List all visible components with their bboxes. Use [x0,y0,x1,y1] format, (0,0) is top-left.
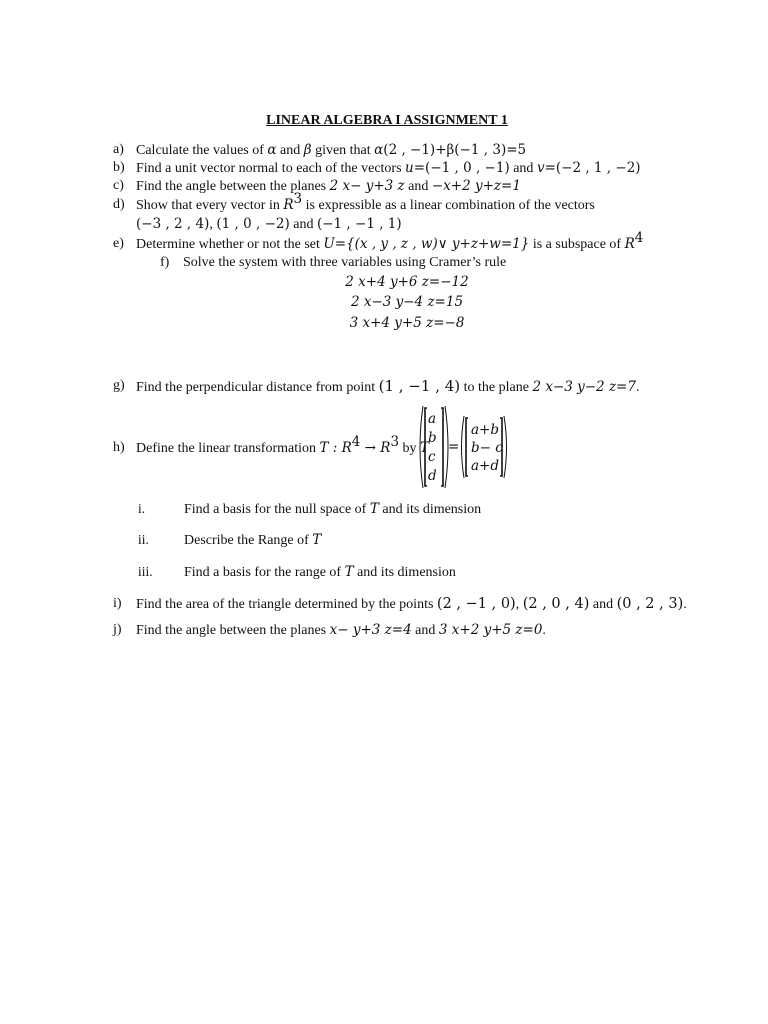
vector-entry: d [428,468,437,484]
math-variable: T [312,532,322,548]
question-text: Solve the system with three variables using Cramer’s rule [183,255,507,270]
text-segment: and [509,161,537,176]
math-expression: (2 , −1 , 0) [436,596,516,612]
math-expression: T : R [319,440,352,456]
math-superscript: 3 [390,434,400,450]
math-expression: (1 , −1 , 4) [378,377,461,395]
question-text [136,621,546,640]
math-expression: (2 , 0 , 4) [522,596,590,612]
math-variable: T [344,564,354,580]
equation-2: 2 x−3 y−4 z=15 [350,294,464,310]
math-variable: T [420,440,430,456]
text-segment: . [683,597,687,612]
math-expression: (1 , 0 , −2) [216,216,290,232]
math-superscript: 4 [634,230,644,246]
text-segment: , [515,597,523,612]
vector-entry: a [428,411,437,427]
text-segment: and [276,143,304,158]
math-superscript: 4 [351,434,361,450]
text-segment: , [209,217,217,232]
text-segment: by [399,441,421,456]
vector-entry: a+b [471,422,500,438]
equation-1: 2 x+4 y+6 z=−12 [345,274,469,290]
question-label: d) [113,197,125,212]
question-text [136,377,639,397]
math-expression: (−3 , 2 , 4) [136,216,210,232]
question-label: b) [113,160,125,175]
subquestion-label: i. [138,501,146,516]
math-variable: u [405,160,414,176]
text-segment: Find a unit vector normal to each of the vectors [136,161,406,176]
vector-entry: b− c [471,440,503,456]
math-expression: (2 , −1)+β(−1 , 3)=5 [383,142,527,158]
text-segment: is expressible as a linear combination of the vectors [302,198,595,213]
math-variable: T [369,501,379,517]
equals-sign: = [448,439,460,455]
question-text-continued [136,215,402,234]
text-segment: and its dimension [353,565,456,580]
math-expression: (0 , 2 , 3) [616,596,684,612]
text-segment: Find a basis for the range of [184,565,345,580]
text-segment: and its dimension [378,502,482,517]
text-segment: and [404,179,432,194]
equation-3: 3 x+4 y+5 z=−8 [349,315,465,331]
subquestion-text [184,500,481,519]
question-label: c) [113,178,124,193]
math-alpha: α [374,142,384,158]
question-text [136,230,644,254]
math-alpha: α [267,142,277,158]
page-title: LINEAR ALGEBRA I ASSIGNMENT 1 [266,113,508,128]
question-text [136,141,526,160]
math-expression: −x+2 y+z=1 [431,178,521,194]
question-text [136,177,521,196]
text-segment: . [635,380,640,395]
subquestion-text [184,563,456,582]
text-segment: Find a basis for the null space of [184,502,370,517]
question-label: e) [113,236,124,251]
math-expression: 3 x+2 y+5 z=0 [438,622,543,638]
question-label: a) [113,142,124,157]
question-text [136,159,641,178]
math-expression: 2 x−3 y−2 z=7 [532,379,636,395]
text-segment: Find the perpendicular distance from point [136,380,379,395]
question-text [136,191,595,215]
question-label: i) [113,596,122,611]
vector-entry: b [428,430,437,446]
math-expression: =(−1 , 0 , −1) [413,160,510,176]
math-expression: 2 x− y+3 z [329,178,405,194]
text-segment: Determine whether or not the set [136,237,324,252]
text-segment: Define the linear transformation [136,441,320,456]
text-segment: and [289,217,317,232]
text-segment: . [542,623,546,638]
text-segment: Find the angle between the planes [136,623,330,638]
vector-entry: a+d [471,458,500,474]
text-segment: to the plane [460,380,533,395]
question-label: f) [160,255,170,270]
question-label: g) [113,378,125,393]
question-label: h) [113,440,125,455]
math-variable: R [283,197,294,213]
subquestion-label: iii. [138,564,153,579]
subquestion-label: ii. [138,532,149,547]
math-variable: R [624,236,635,252]
text-segment: Find the area of the triangle determined by the points [136,597,437,612]
text-segment: Show that every vector in [136,198,284,213]
text-segment: and [411,623,439,638]
vector-entry: c [428,449,436,465]
math-expression: =(−2 , 1 , −2) [544,160,641,176]
text-segment: is a subspace of [529,237,625,252]
text-segment: given that [311,143,375,158]
text-segment: Calculate the values of [136,143,268,158]
math-expression: (−1 , −1 , 1) [316,216,402,232]
math-expression: U={(x , y , z , w)∨ y+z+w=1} [323,236,530,252]
text-segment: Describe the Range of [184,533,313,548]
text-segment: and [589,597,617,612]
question-text [136,434,430,458]
math-superscript: 3 [293,191,303,207]
math-expression: → R [360,440,391,456]
math-beta: β [303,142,312,158]
question-label: j) [113,622,122,637]
question-text [136,595,687,614]
math-expression: x− y+3 z=4 [329,622,412,638]
text-segment: Find the angle between the planes [136,179,330,194]
math-variable: v [536,160,545,176]
subquestion-text [184,531,321,550]
